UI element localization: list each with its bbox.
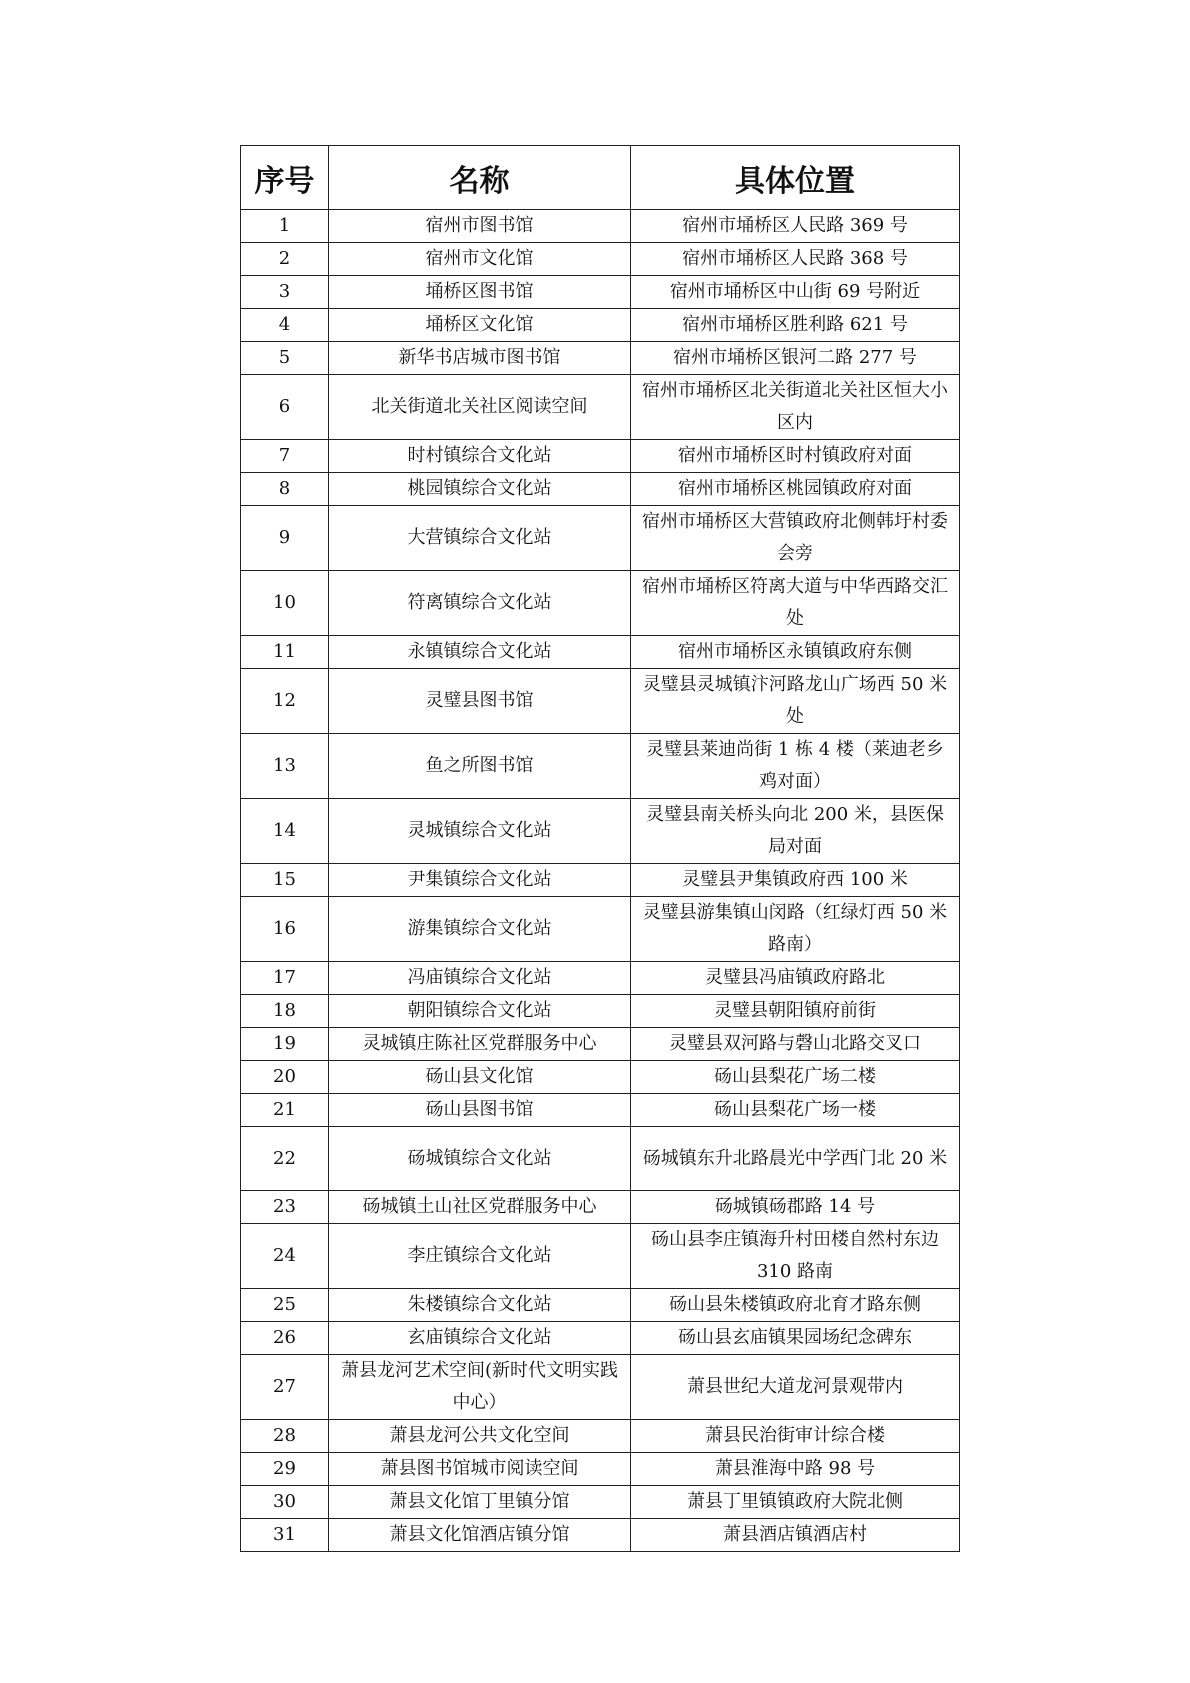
table-row bbox=[241, 1355, 960, 1420]
table-row bbox=[241, 1094, 960, 1127]
cell-name: 萧县文化馆酒店镇分馆 bbox=[329, 1519, 631, 1552]
cell-location: 灵璧县游集镇山闵路（红绿灯西 50 米路南） bbox=[631, 897, 960, 962]
table-row bbox=[241, 1420, 960, 1453]
cell-number: 2 bbox=[241, 243, 329, 276]
table-row bbox=[241, 636, 960, 669]
table-row bbox=[241, 1289, 960, 1322]
cell-location: 灵璧县莱迪尚街 1 栋 4 楼（莱迪老乡鸡对面） bbox=[631, 734, 960, 799]
cell-name: 砀山县图书馆 bbox=[329, 1094, 631, 1127]
cell-number: 10 bbox=[241, 571, 329, 636]
cell-name: 大营镇综合文化站 bbox=[329, 506, 631, 571]
cell-name: 砀城镇综合文化站 bbox=[329, 1127, 631, 1191]
cell-location: 宿州市埇桥区人民路 369 号 bbox=[631, 210, 960, 243]
cell-name: 埇桥区文化馆 bbox=[329, 309, 631, 342]
cell-number: 21 bbox=[241, 1094, 329, 1127]
cell-location: 宿州市埇桥区大营镇政府北侧韩圩村委会旁 bbox=[631, 506, 960, 571]
cell-name: 萧县龙河公共文化空间 bbox=[329, 1420, 631, 1453]
cell-location: 砀山县梨花广场二楼 bbox=[631, 1061, 960, 1094]
cell-name: 朝阳镇综合文化站 bbox=[329, 995, 631, 1028]
cell-number: 22 bbox=[241, 1127, 329, 1191]
cell-location: 灵璧县尹集镇政府西 100 米 bbox=[631, 864, 960, 897]
cell-number: 23 bbox=[241, 1191, 329, 1224]
cell-location: 宿州市埇桥区永镇镇政府东侧 bbox=[631, 636, 960, 669]
table-row bbox=[241, 897, 960, 962]
cell-location: 灵璧县南关桥头向北 200 米，县医保局对面 bbox=[631, 799, 960, 864]
cell-name: 宿州市图书馆 bbox=[329, 210, 631, 243]
cell-location: 灵璧县朝阳镇府前街 bbox=[631, 995, 960, 1028]
cell-name: 尹集镇综合文化站 bbox=[329, 864, 631, 897]
table-row bbox=[241, 506, 960, 571]
cell-name: 灵城镇庄陈社区党群服务中心 bbox=[329, 1028, 631, 1061]
cell-number: 14 bbox=[241, 799, 329, 864]
cell-number: 20 bbox=[241, 1061, 329, 1094]
cell-location: 灵璧县冯庙镇政府路北 bbox=[631, 962, 960, 995]
cell-number: 29 bbox=[241, 1453, 329, 1486]
cell-name: 桃园镇综合文化站 bbox=[329, 473, 631, 506]
cell-name: 时村镇综合文化站 bbox=[329, 440, 631, 473]
cell-number: 7 bbox=[241, 440, 329, 473]
cell-name: 灵璧县图书馆 bbox=[329, 669, 631, 734]
cell-name: 萧县图书馆城市阅读空间 bbox=[329, 1453, 631, 1486]
cell-location: 宿州市埇桥区中山街 69 号附近 bbox=[631, 276, 960, 309]
cell-number: 17 bbox=[241, 962, 329, 995]
table-row bbox=[241, 571, 960, 636]
cell-name: 永镇镇综合文化站 bbox=[329, 636, 631, 669]
cell-name: 符离镇综合文化站 bbox=[329, 571, 631, 636]
cell-name: 萧县龙河艺术空间(新时代文明实践中心） bbox=[329, 1355, 631, 1420]
cell-name: 萧县文化馆丁里镇分馆 bbox=[329, 1486, 631, 1519]
table-row bbox=[241, 1028, 960, 1061]
cell-number: 3 bbox=[241, 276, 329, 309]
cell-location: 宿州市埇桥区人民路 368 号 bbox=[631, 243, 960, 276]
cell-number: 18 bbox=[241, 995, 329, 1028]
cell-name: 游集镇综合文化站 bbox=[329, 897, 631, 962]
table-row bbox=[241, 799, 960, 864]
cell-number: 8 bbox=[241, 473, 329, 506]
cell-location: 宿州市埇桥区胜利路 621 号 bbox=[631, 309, 960, 342]
cell-number: 4 bbox=[241, 309, 329, 342]
cell-location: 砀山县梨花广场一楼 bbox=[631, 1094, 960, 1127]
cell-location: 宿州市埇桥区符离大道与中华西路交汇处 bbox=[631, 571, 960, 636]
cell-location: 萧县丁里镇镇政府大院北侧 bbox=[631, 1486, 960, 1519]
cell-name: 埇桥区图书馆 bbox=[329, 276, 631, 309]
table-row bbox=[241, 1486, 960, 1519]
table-row bbox=[241, 243, 960, 276]
cell-number: 12 bbox=[241, 669, 329, 734]
cell-number: 31 bbox=[241, 1519, 329, 1552]
cell-name: 宿州市文化馆 bbox=[329, 243, 631, 276]
cell-location: 萧县酒店镇酒店村 bbox=[631, 1519, 960, 1552]
cell-location: 萧县淮海中路 98 号 bbox=[631, 1453, 960, 1486]
cell-name: 鱼之所图书馆 bbox=[329, 734, 631, 799]
cell-number: 6 bbox=[241, 375, 329, 440]
table-row bbox=[241, 1127, 960, 1191]
cell-location: 灵璧县灵城镇汴河路龙山广场西 50 米处 bbox=[631, 669, 960, 734]
cell-name: 砀城镇土山社区党群服务中心 bbox=[329, 1191, 631, 1224]
cell-name: 李庄镇综合文化站 bbox=[329, 1224, 631, 1289]
cell-location: 砀山县李庄镇海升村田楼自然村东边 310 路南 bbox=[631, 1224, 960, 1289]
cell-number: 27 bbox=[241, 1355, 329, 1420]
table-row bbox=[241, 1191, 960, 1224]
cell-name: 砀山县文化馆 bbox=[329, 1061, 631, 1094]
table-row bbox=[241, 342, 960, 375]
table-row bbox=[241, 375, 960, 440]
table-row bbox=[241, 473, 960, 506]
cell-location: 砀山县朱楼镇政府北育才路东侧 bbox=[631, 1289, 960, 1322]
cell-location: 宿州市埇桥区北关街道北关社区恒大小区内 bbox=[631, 375, 960, 440]
cell-number: 15 bbox=[241, 864, 329, 897]
table-row bbox=[241, 1061, 960, 1094]
cell-number: 28 bbox=[241, 1420, 329, 1453]
cell-location: 宿州市埇桥区银河二路 277 号 bbox=[631, 342, 960, 375]
cell-number: 30 bbox=[241, 1486, 329, 1519]
cell-location: 萧县世纪大道龙河景观带内 bbox=[631, 1355, 960, 1420]
venue-table bbox=[240, 145, 960, 1552]
cell-number: 24 bbox=[241, 1224, 329, 1289]
header-number: 序号 bbox=[241, 146, 329, 210]
table-row bbox=[241, 669, 960, 734]
table-row bbox=[241, 864, 960, 897]
table-row bbox=[241, 440, 960, 473]
table-row bbox=[241, 1519, 960, 1552]
cell-name: 玄庙镇综合文化站 bbox=[329, 1322, 631, 1355]
cell-location: 萧县民治街审计综合楼 bbox=[631, 1420, 960, 1453]
cell-name: 灵城镇综合文化站 bbox=[329, 799, 631, 864]
cell-name: 新华书店城市图书馆 bbox=[329, 342, 631, 375]
cell-number: 25 bbox=[241, 1289, 329, 1322]
table-row bbox=[241, 1453, 960, 1486]
cell-location: 宿州市埇桥区时村镇政府对面 bbox=[631, 440, 960, 473]
cell-number: 19 bbox=[241, 1028, 329, 1061]
cell-number: 1 bbox=[241, 210, 329, 243]
table-row bbox=[241, 276, 960, 309]
header-location: 具体位置 bbox=[631, 146, 960, 210]
cell-name: 冯庙镇综合文化站 bbox=[329, 962, 631, 995]
cell-location: 砀城镇砀郡路 14 号 bbox=[631, 1191, 960, 1224]
cell-name: 北关街道北关社区阅读空间 bbox=[329, 375, 631, 440]
cell-location: 宿州市埇桥区桃园镇政府对面 bbox=[631, 473, 960, 506]
cell-number: 26 bbox=[241, 1322, 329, 1355]
header-name: 名称 bbox=[329, 146, 631, 210]
table-header-row bbox=[241, 146, 960, 210]
table-row bbox=[241, 734, 960, 799]
table-row bbox=[241, 1322, 960, 1355]
table-row bbox=[241, 962, 960, 995]
table-row bbox=[241, 309, 960, 342]
cell-number: 16 bbox=[241, 897, 329, 962]
table-row bbox=[241, 1224, 960, 1289]
cell-number: 11 bbox=[241, 636, 329, 669]
cell-location: 砀山县玄庙镇果园场纪念碑东 bbox=[631, 1322, 960, 1355]
cell-location: 砀城镇东升北路晨光中学西门北 20 米 bbox=[631, 1127, 960, 1191]
cell-number: 5 bbox=[241, 342, 329, 375]
cell-name: 朱楼镇综合文化站 bbox=[329, 1289, 631, 1322]
cell-number: 9 bbox=[241, 506, 329, 571]
table-row bbox=[241, 995, 960, 1028]
cell-location: 灵璧县双河路与磬山北路交叉口 bbox=[631, 1028, 960, 1061]
table-row bbox=[241, 210, 960, 243]
cell-number: 13 bbox=[241, 734, 329, 799]
